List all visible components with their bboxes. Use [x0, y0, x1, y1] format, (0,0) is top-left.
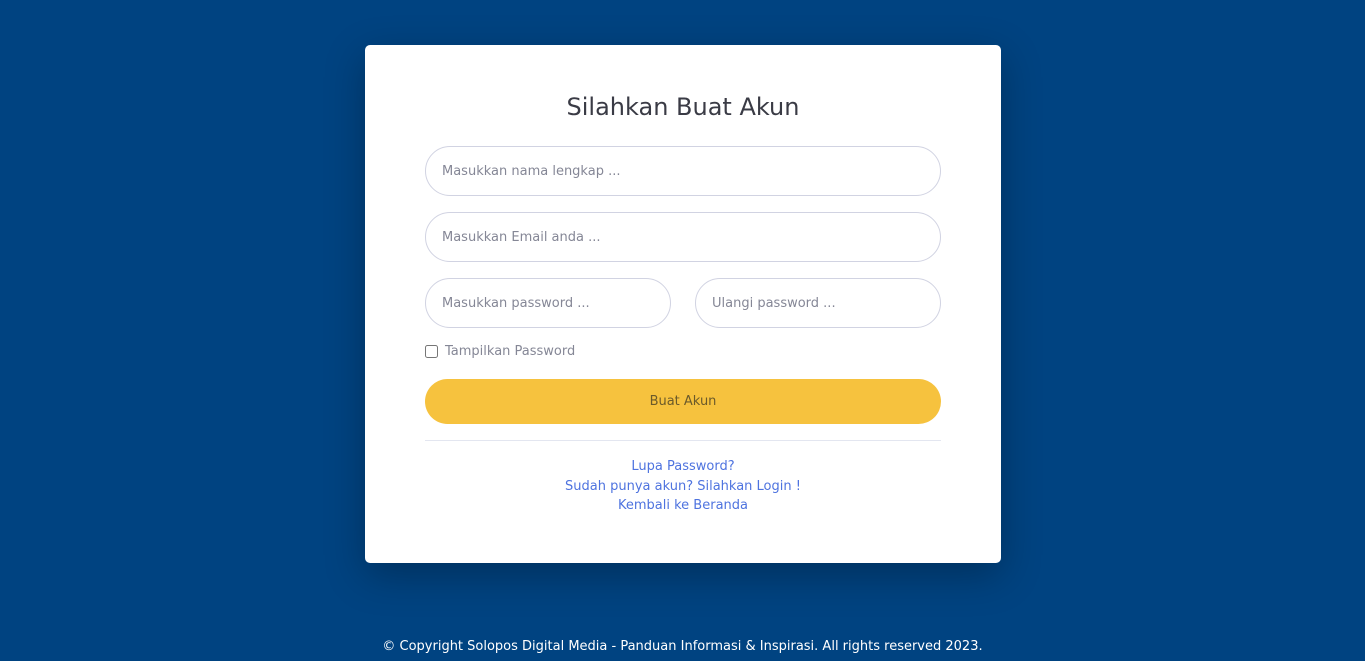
show-password-checkbox[interactable]	[425, 345, 438, 358]
auth-links	[365, 457, 1001, 516]
repeat-password-input[interactable]	[695, 278, 941, 328]
create-account-button[interactable]: Buat Akun	[425, 379, 941, 424]
full-name-input[interactable]	[425, 146, 941, 196]
forgot-password-link[interactable]: Lupa Password?	[631, 459, 735, 474]
home-link[interactable]: Kembali ke Beranda	[618, 498, 748, 513]
page-title: Silahkan Buat Akun	[566, 93, 800, 121]
login-link[interactable]: Sudah punya akun? Silahkan Login !	[565, 478, 801, 494]
show-password-toggle[interactable]	[425, 344, 575, 359]
password-input[interactable]	[425, 278, 671, 328]
register-card	[365, 45, 1001, 563]
footer-copyright: © Copyright Solopos Digital Media - Panduan Informasi & Inspirasi. All rights reserved 2023.	[382, 639, 983, 654]
email-input[interactable]	[425, 212, 941, 262]
show-password-label: Tampilkan Password	[445, 344, 576, 359]
divider	[425, 440, 941, 441]
